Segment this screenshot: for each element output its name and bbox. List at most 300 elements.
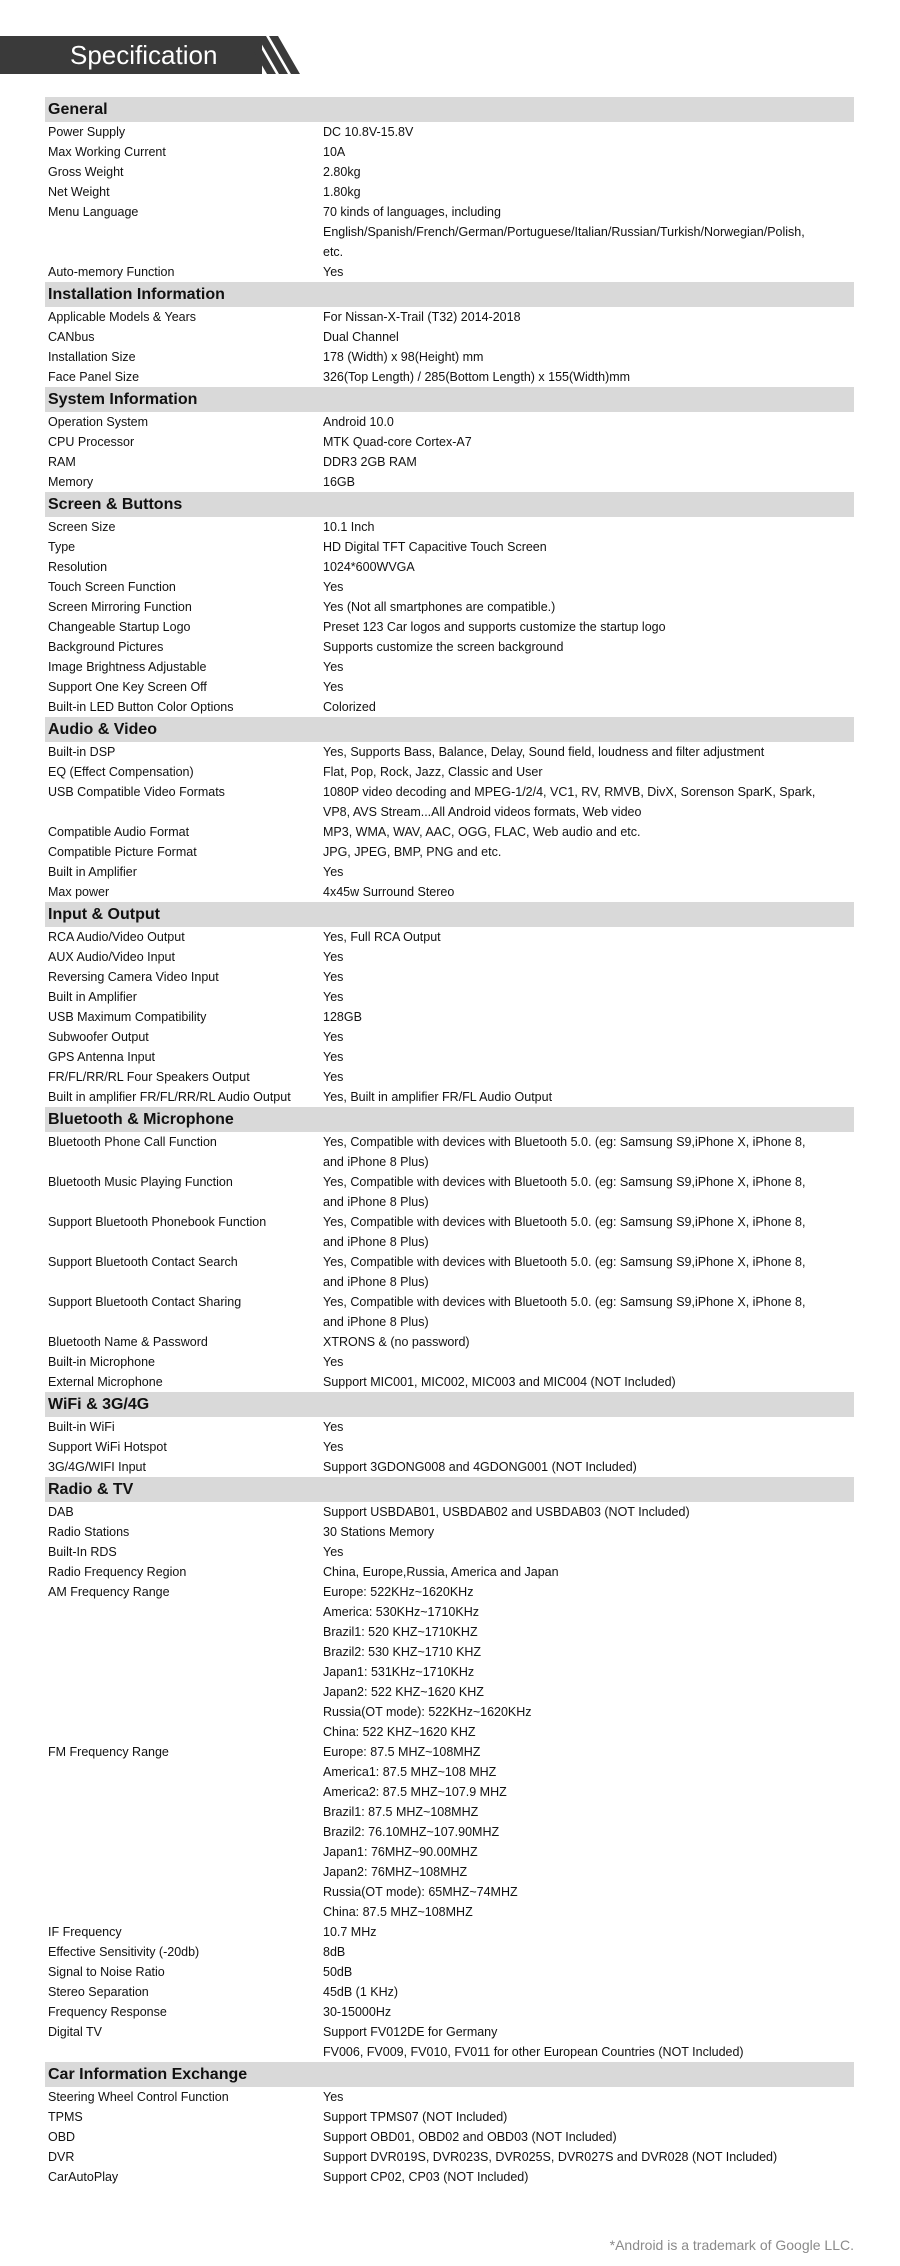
spec-row xyxy=(45,2147,854,2167)
spec-value xyxy=(323,742,854,762)
spec-value xyxy=(323,1132,854,1172)
spec-value xyxy=(323,617,854,637)
spec-value-line: Supports customize the screen background xyxy=(323,640,564,654)
spec-value xyxy=(323,307,854,327)
spec-row xyxy=(45,202,854,262)
spec-value-line: DDR3 2GB RAM xyxy=(323,455,417,469)
spec-row xyxy=(45,1352,854,1372)
spec-row xyxy=(45,1087,854,1107)
spec-label: Screen Size xyxy=(48,520,116,534)
spec-value-line: Yes xyxy=(323,1545,344,1559)
spec-value-line: Support OBD01, OBD02 and OBD03 (NOT Included) xyxy=(323,2130,617,2144)
spec-value xyxy=(323,697,854,717)
spec-value-line: Japan1: 76MHZ~90.00MHZ xyxy=(323,1845,478,1859)
spec-value-line: Yes xyxy=(323,990,344,1004)
section-heading: System Information xyxy=(45,387,854,412)
spec-row xyxy=(45,967,854,987)
spec-value-line: 16GB xyxy=(323,475,355,489)
spec-value xyxy=(323,987,854,1007)
spec-value-line: Flat, Pop, Rock, Jazz, Classic and User xyxy=(323,765,543,779)
spec-value-line: XTRONS & (no password) xyxy=(323,1335,470,1349)
spec-row xyxy=(45,1942,854,1962)
spec-value-line: Yes xyxy=(323,1030,344,1044)
spec-label: Type xyxy=(48,540,76,554)
spec-row xyxy=(45,1332,854,1352)
spec-value xyxy=(323,1067,854,1087)
spec-value-line: Brazil2: 76.10MHZ~107.90MHZ xyxy=(323,1825,500,1839)
spec-label: Background Pictures xyxy=(48,640,164,654)
spec-label: EQ (Effect Compensation) xyxy=(48,765,194,779)
spec-section xyxy=(45,387,854,492)
spec-value-line: Brazil1: 520 KHZ~1710KHZ xyxy=(323,1625,478,1639)
spec-value-line: 2.80kg xyxy=(323,165,361,179)
spec-row xyxy=(45,452,854,472)
spec-value-line: Brazil1: 87.5 MHZ~108MHZ xyxy=(323,1805,479,1819)
spec-label: Operation System xyxy=(48,415,149,429)
spec-value-line: etc. xyxy=(323,245,344,259)
spec-row xyxy=(45,947,854,967)
section-heading: General xyxy=(45,97,854,122)
spec-value-line: Russia(OT mode): 65MHZ~74MHZ xyxy=(323,1885,518,1899)
spec-row xyxy=(45,2002,854,2022)
spec-row xyxy=(45,367,854,387)
spec-section xyxy=(45,1107,854,1392)
spec-label: Touch Screen Function xyxy=(48,580,176,594)
spec-label: Bluetooth Name & Password xyxy=(48,1335,208,1349)
spec-value-line: China, Europe,Russia, America and Japan xyxy=(323,1565,559,1579)
spec-value-line: Brazil2: 530 KHZ~1710 KHZ xyxy=(323,1645,482,1659)
spec-value xyxy=(323,1087,854,1107)
spec-value xyxy=(323,2167,854,2187)
spec-value xyxy=(323,1417,854,1437)
spec-value-line: 4x45w Surround Stereo xyxy=(323,885,455,899)
spec-row xyxy=(45,577,854,597)
spec-value-line: 10.1 Inch xyxy=(323,520,375,534)
spec-label: Max power xyxy=(48,885,110,899)
spec-value-line: 70 kinds of languages, including xyxy=(323,205,501,219)
spec-label: AM Frequency Range xyxy=(48,1585,170,1599)
spec-row xyxy=(45,1582,854,1742)
spec-row xyxy=(45,1542,854,1562)
spec-row xyxy=(45,842,854,862)
spec-row xyxy=(45,327,854,347)
spec-value xyxy=(323,2147,854,2167)
spec-row xyxy=(45,2107,854,2127)
spec-value-line: Yes, Built in amplifier FR/FL Audio Output xyxy=(323,1090,553,1104)
spec-row xyxy=(45,1172,854,1212)
spec-value xyxy=(323,182,854,202)
spec-value-line: Support USBDAB01, USBDAB02 and USBDAB03 (NOT Included) xyxy=(323,1505,690,1519)
spec-row xyxy=(45,1212,854,1252)
spec-label: Changeable Startup Logo xyxy=(48,620,191,634)
spec-label: CANbus xyxy=(48,330,95,344)
spec-value xyxy=(323,1292,854,1332)
spec-value xyxy=(323,1962,854,1982)
section-heading: WiFi & 3G/4G xyxy=(45,1392,854,1417)
spec-value-line: Yes (Not all smartphones are compatible.) xyxy=(323,600,556,614)
spec-value-line: 326(Top Length) / 285(Bottom Length) x 155(Width)mm xyxy=(323,370,631,384)
spec-value xyxy=(323,347,854,367)
spec-value-line: 30 Stations Memory xyxy=(323,1525,435,1539)
spec-value xyxy=(323,202,854,262)
spec-row xyxy=(45,927,854,947)
spec-value xyxy=(323,1252,854,1292)
spec-label: DAB xyxy=(48,1505,74,1519)
spec-value xyxy=(323,637,854,657)
spec-value-line: Japan2: 522 KHZ~1620 KHZ xyxy=(323,1685,484,1699)
spec-label: Digital TV xyxy=(48,2025,102,2039)
spec-value xyxy=(323,142,854,162)
spec-row xyxy=(45,2022,854,2062)
spec-value xyxy=(323,677,854,697)
spec-label: RCA Audio/Video Output xyxy=(48,930,185,944)
spec-row xyxy=(45,597,854,617)
spec-value xyxy=(323,517,854,537)
spec-value xyxy=(323,762,854,782)
spec-label: Support Bluetooth Contact Search xyxy=(48,1255,238,1269)
spec-label: Gross Weight xyxy=(48,165,124,179)
spec-row xyxy=(45,1922,854,1942)
specification-table xyxy=(45,97,854,2187)
spec-row xyxy=(45,537,854,557)
spec-value xyxy=(323,1372,854,1392)
spec-label: AUX Audio/Video Input xyxy=(48,950,175,964)
spec-label: Built in Amplifier xyxy=(48,990,137,1004)
spec-value-line: Europe: 87.5 MHZ~108MHZ xyxy=(323,1745,481,1759)
spec-label: Auto-memory Function xyxy=(48,265,175,279)
section-heading: Input & Output xyxy=(45,902,854,927)
spec-value xyxy=(323,1047,854,1067)
spec-row xyxy=(45,987,854,1007)
spec-value-line: 1080P video decoding and MPEG-1/2/4, VC1, RV, RMVB, DivX, Sorenson SparK, Spark, xyxy=(323,785,816,799)
spec-value-line: Yes xyxy=(323,1440,344,1454)
spec-row xyxy=(45,1132,854,1172)
spec-value-line: and iPhone 8 Plus) xyxy=(323,1315,429,1329)
spec-label: Reversing Camera Video Input xyxy=(48,970,219,984)
spec-row xyxy=(45,517,854,537)
spec-row xyxy=(45,1457,854,1477)
spec-value-line: Support FV012DE for Germany xyxy=(323,2025,498,2039)
spec-label: Frequency Response xyxy=(48,2005,167,2019)
spec-value-line: and iPhone 8 Plus) xyxy=(323,1275,429,1289)
spec-value-line: MTK Quad-core Cortex-A7 xyxy=(323,435,472,449)
spec-value-line: Dual Channel xyxy=(323,330,399,344)
spec-value-line: and iPhone 8 Plus) xyxy=(323,1195,429,1209)
section-heading: Installation Information xyxy=(45,282,854,307)
spec-row xyxy=(45,1522,854,1542)
spec-value xyxy=(323,1352,854,1372)
spec-value xyxy=(323,472,854,492)
spec-value-line: Colorized xyxy=(323,700,376,714)
spec-label: Steering Wheel Control Function xyxy=(48,2090,229,2104)
spec-label: USB Compatible Video Formats xyxy=(48,785,225,799)
spec-label: Face Panel Size xyxy=(48,370,140,384)
spec-value-line: America1: 87.5 MHZ~108 MHZ xyxy=(323,1765,497,1779)
spec-value xyxy=(323,2127,854,2147)
spec-value-line: 8dB xyxy=(323,1945,346,1959)
spec-row xyxy=(45,1292,854,1332)
spec-value xyxy=(323,577,854,597)
spec-row xyxy=(45,1417,854,1437)
spec-label: Built in Amplifier xyxy=(48,865,137,879)
spec-section xyxy=(45,902,854,1107)
spec-section xyxy=(45,1392,854,1477)
spec-value xyxy=(323,597,854,617)
spec-value xyxy=(323,1522,854,1542)
spec-label: Stereo Separation xyxy=(48,1985,149,1999)
spec-row xyxy=(45,1562,854,1582)
spec-value xyxy=(323,452,854,472)
section-heading: Screen & Buttons xyxy=(45,492,854,517)
spec-value-line: JPG, JPEG, BMP, PNG and etc. xyxy=(323,845,502,859)
spec-value-line: Preset 123 Car logos and supports customize the startup logo xyxy=(323,620,666,634)
spec-label: Image Brightness Adjustable xyxy=(48,660,207,674)
spec-label: External Microphone xyxy=(48,1375,163,1389)
spec-row xyxy=(45,762,854,782)
spec-label: Built-in DSP xyxy=(48,745,116,759)
spec-section xyxy=(45,492,854,717)
spec-label: GPS Antenna Input xyxy=(48,1050,156,1064)
spec-row xyxy=(45,2087,854,2107)
spec-value-line: 1024*600WVGA xyxy=(323,560,415,574)
spec-row xyxy=(45,122,854,142)
spec-value-line: Japan1: 531KHz~1710KHz xyxy=(323,1665,475,1679)
spec-value xyxy=(323,657,854,677)
spec-label: CPU Processor xyxy=(48,435,135,449)
spec-label: 3G/4G/WIFI Input xyxy=(48,1460,146,1474)
spec-row xyxy=(45,1047,854,1067)
spec-value xyxy=(323,1542,854,1562)
spec-label: Screen Mirroring Function xyxy=(48,600,192,614)
spec-label: Compatible Audio Format xyxy=(48,825,190,839)
spec-row xyxy=(45,1027,854,1047)
spec-row xyxy=(45,162,854,182)
spec-label: Bluetooth Music Playing Function xyxy=(48,1175,233,1189)
spec-row xyxy=(45,2127,854,2147)
section-heading: Bluetooth & Microphone xyxy=(45,1107,854,1132)
spec-row xyxy=(45,347,854,367)
spec-value xyxy=(323,122,854,142)
spec-value xyxy=(323,412,854,432)
spec-label: Installation Size xyxy=(48,350,136,364)
spec-value-line: For Nissan-X-Trail (T32) 2014-2018 xyxy=(323,310,521,324)
spec-label: Bluetooth Phone Call Function xyxy=(48,1135,217,1149)
spec-value-line: 45dB (1 KHz) xyxy=(323,1985,399,1999)
spec-value-line: Yes xyxy=(323,865,344,879)
spec-value-line: 30-15000Hz xyxy=(323,2005,392,2019)
spec-value xyxy=(323,262,854,282)
spec-value-line: 1.80kg xyxy=(323,185,361,199)
spec-value-line: MP3, WMA, WAV, AAC, OGG, FLAC, Web audio and etc. xyxy=(323,825,641,839)
spec-value xyxy=(323,2107,854,2127)
spec-value-line: Yes, Compatible with devices with Bluetooth 5.0. (eg: Samsung S9,iPhone X, iPhone 8, xyxy=(323,1135,806,1149)
spec-value xyxy=(323,162,854,182)
spec-label: Compatible Picture Format xyxy=(48,845,197,859)
spec-label: TPMS xyxy=(48,2110,83,2124)
spec-value-line: Russia(OT mode): 522KHz~1620KHz xyxy=(323,1705,532,1719)
spec-value-line: China: 522 KHZ~1620 KHZ xyxy=(323,1725,476,1739)
spec-value-line: Yes, Supports Bass, Balance, Delay, Sound field, loudness and filter adjustment xyxy=(323,745,765,759)
spec-row xyxy=(45,637,854,657)
spec-label: OBD xyxy=(48,2130,76,2144)
spec-value xyxy=(323,1922,854,1942)
spec-row xyxy=(45,262,854,282)
spec-row xyxy=(45,822,854,842)
spec-section xyxy=(45,717,854,902)
spec-value xyxy=(323,2002,854,2022)
spec-value xyxy=(323,1027,854,1047)
spec-value-line: Yes xyxy=(323,580,344,594)
spec-value xyxy=(323,327,854,347)
spec-value-line: Yes xyxy=(323,950,344,964)
spec-value-line: DC 10.8V-15.8V xyxy=(323,125,414,139)
spec-value xyxy=(323,1007,854,1027)
spec-value xyxy=(323,1502,854,1522)
spec-value xyxy=(323,537,854,557)
trademark-footnote: *Android is a trademark of Google LLC. xyxy=(609,2237,854,2253)
spec-value xyxy=(323,1742,854,1922)
spec-value xyxy=(323,1562,854,1582)
spec-value-line: Yes xyxy=(323,680,344,694)
spec-value-line: Yes xyxy=(323,265,344,279)
spec-label: Menu Language xyxy=(48,205,139,219)
spec-label: Support Bluetooth Phonebook Function xyxy=(48,1215,267,1229)
spec-value-line: America2: 87.5 MHZ~107.9 MHZ xyxy=(323,1785,507,1799)
spec-label: Applicable Models & Years xyxy=(48,310,197,324)
spec-value xyxy=(323,2087,854,2107)
section-heading: Audio & Video xyxy=(45,717,854,742)
spec-value-line: Yes, Compatible with devices with Bluetooth 5.0. (eg: Samsung S9,iPhone X, iPhone 8, xyxy=(323,1215,806,1229)
spec-value xyxy=(323,2022,854,2062)
spec-value-line: Support CP02, CP03 (NOT Included) xyxy=(323,2170,529,2184)
spec-value-line: 128GB xyxy=(323,1010,362,1024)
spec-value-line: Yes xyxy=(323,1420,344,1434)
spec-row xyxy=(45,142,854,162)
spec-value xyxy=(323,842,854,862)
spec-section xyxy=(45,97,854,282)
spec-value xyxy=(323,557,854,577)
spec-value xyxy=(323,1982,854,2002)
spec-label: Subwoofer Output xyxy=(48,1030,149,1044)
spec-row xyxy=(45,697,854,717)
spec-value-line: Android 10.0 xyxy=(323,415,394,429)
spec-value xyxy=(323,1582,854,1742)
spec-value-line: Yes, Compatible with devices with Bluetooth 5.0. (eg: Samsung S9,iPhone X, iPhone 8, xyxy=(323,1175,806,1189)
spec-value xyxy=(323,967,854,987)
spec-value xyxy=(323,882,854,902)
spec-value-line: 10A xyxy=(323,145,346,159)
spec-row xyxy=(45,307,854,327)
spec-value-line: Yes, Full RCA Output xyxy=(323,930,441,944)
spec-label: Support One Key Screen Off xyxy=(48,680,207,694)
spec-value xyxy=(323,367,854,387)
spec-value-line: VP8, AVS Stream...All Android videos formats, Web video xyxy=(323,805,642,819)
spec-label: FM Frequency Range xyxy=(48,1745,169,1759)
spec-row xyxy=(45,1437,854,1457)
spec-label: Signal to Noise Ratio xyxy=(48,1965,165,1979)
spec-value-line: Yes xyxy=(323,970,344,984)
spec-row xyxy=(45,657,854,677)
spec-label: RAM xyxy=(48,455,76,469)
spec-row xyxy=(45,1067,854,1087)
spec-value xyxy=(323,432,854,452)
spec-value-line: Support DVR019S, DVR023S, DVR025S, DVR027S and DVR028 (NOT Included) xyxy=(323,2150,778,2164)
specification-banner xyxy=(0,36,300,74)
spec-row xyxy=(45,1372,854,1392)
spec-value xyxy=(323,1942,854,1962)
spec-value-line: 10.7 MHz xyxy=(323,1925,377,1939)
spec-row xyxy=(45,557,854,577)
spec-value xyxy=(323,927,854,947)
spec-value-line: Support MIC001, MIC002, MIC003 and MIC004 (NOT Included) xyxy=(323,1375,676,1389)
page-title: Specification xyxy=(70,40,218,70)
spec-label: Built-In RDS xyxy=(48,1545,117,1559)
spec-value-line: Support 3GDONG008 and 4GDONG001 (NOT Included) xyxy=(323,1460,637,1474)
spec-row xyxy=(45,617,854,637)
spec-value-line: HD Digital TFT Capacitive Touch Screen xyxy=(323,540,547,554)
spec-section xyxy=(45,282,854,387)
spec-label: USB Maximum Compatibility xyxy=(48,1010,207,1024)
spec-value-line: English/Spanish/French/German/Portuguese/Italian/Russian/Turkish/Norwegian/Polish, xyxy=(323,225,805,239)
spec-row xyxy=(45,677,854,697)
spec-value xyxy=(323,1172,854,1212)
spec-value-line: and iPhone 8 Plus) xyxy=(323,1235,429,1249)
spec-row xyxy=(45,432,854,452)
spec-value xyxy=(323,1212,854,1252)
spec-row xyxy=(45,2167,854,2187)
spec-row xyxy=(45,472,854,492)
spec-value-line: Yes xyxy=(323,1355,344,1369)
spec-value xyxy=(323,822,854,842)
spec-row xyxy=(45,742,854,762)
spec-value xyxy=(323,1437,854,1457)
spec-value-line: Yes, Compatible with devices with Bluetooth 5.0. (eg: Samsung S9,iPhone X, iPhone 8, xyxy=(323,1255,806,1269)
spec-value xyxy=(323,1457,854,1477)
spec-row xyxy=(45,1742,854,1922)
spec-row xyxy=(45,182,854,202)
spec-row xyxy=(45,782,854,822)
spec-value-line: FV006, FV009, FV010, FV011 for other European Countries (NOT Included) xyxy=(323,2045,744,2059)
spec-value xyxy=(323,782,854,822)
spec-value-line: Yes xyxy=(323,1050,344,1064)
spec-section xyxy=(45,2062,854,2187)
spec-value xyxy=(323,862,854,882)
section-heading: Radio & TV xyxy=(45,1477,854,1502)
spec-label: Power Supply xyxy=(48,125,126,139)
spec-label: Effective Sensitivity (-20db) xyxy=(48,1945,200,1959)
spec-value-line: Japan2: 76MHZ~108MHZ xyxy=(323,1865,468,1879)
spec-label: Memory xyxy=(48,475,94,489)
spec-label: Support Bluetooth Contact Sharing xyxy=(48,1295,242,1309)
spec-value-line: and iPhone 8 Plus) xyxy=(323,1155,429,1169)
spec-value-line: 50dB xyxy=(323,1965,353,1979)
spec-value-line: Yes xyxy=(323,2090,344,2104)
spec-label: Support WiFi Hotspot xyxy=(48,1440,167,1454)
spec-row xyxy=(45,412,854,432)
spec-label: Net Weight xyxy=(48,185,110,199)
spec-label: IF Frequency xyxy=(48,1925,122,1939)
spec-label: Built-in LED Button Color Options xyxy=(48,700,234,714)
spec-value-line: Yes xyxy=(323,1070,344,1084)
spec-label: Radio Stations xyxy=(48,1525,130,1539)
spec-row xyxy=(45,1007,854,1027)
spec-label: FR/FL/RR/RL Four Speakers Output xyxy=(48,1070,250,1084)
spec-row xyxy=(45,1962,854,1982)
spec-value xyxy=(323,1332,854,1352)
spec-label: Resolution xyxy=(48,560,108,574)
spec-label: Radio Frequency Region xyxy=(48,1565,187,1579)
spec-section xyxy=(45,1477,854,2062)
